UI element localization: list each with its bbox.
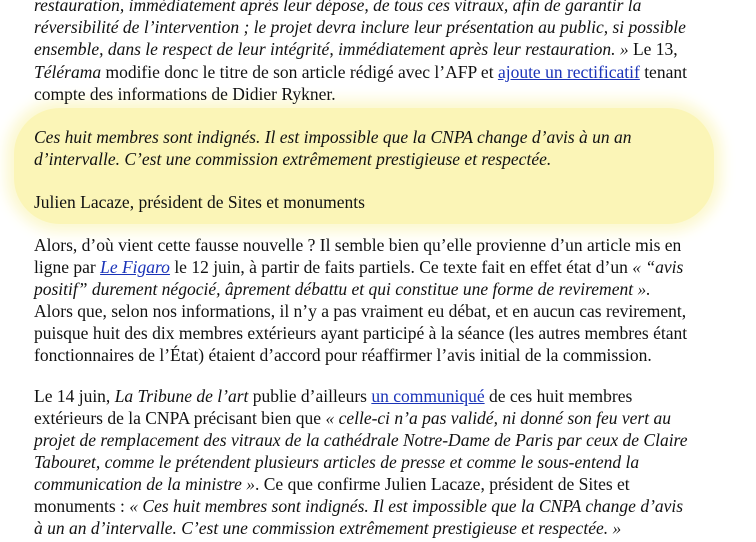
body-text: Alors que, selon nos informations, il n’y a pas vraiment eu débat, et en aucun cas revirement,: [34, 301, 687, 321]
quote-text: « “avis: [632, 257, 684, 277]
body-text: ligne par: [34, 257, 101, 277]
quote-text: restauration, immédiatement après leur dépose, de tous ces vitraux, afin de garantir la: [34, 0, 642, 15]
paragraph-3-line-5: [34, 473, 630, 495]
pull-quote-text: d’intervalle. C’est une commission extrêmement prestigieuse et respectée.: [34, 149, 552, 169]
body-text: Alors, d’où vient cette fausse nouvelle ? Il semble bien qu’elle provienne d’un article mis en: [34, 235, 682, 255]
paragraph-2-line-5: [34, 322, 687, 344]
pull-quote-text: Ces huit membres sont indignés. Il est impossible que la CNPA change d’avis à un an: [34, 127, 632, 147]
quote-text: à un an d’intervalle. C’est une commission extrêmement prestigieuse et respectée. »: [34, 518, 622, 538]
body-text: de ces huit membres: [484, 386, 633, 406]
paragraph-2-line-4: [34, 300, 686, 322]
paragraph-2-line-2: [34, 256, 683, 278]
body-text: Le 13,: [628, 39, 678, 59]
quote-text: positif” durement négocié, âprement débattu et qui constitue une forme de revirement ».: [34, 279, 651, 299]
body-text: publie d’ailleurs: [248, 386, 372, 406]
pull-quote-author: Julien Lacaze, président de Sites et monuments: [34, 192, 365, 212]
paragraph-2-line-1: [34, 234, 681, 256]
paragraph-3-line-1: [34, 385, 632, 407]
pull-quote-line-1: [34, 126, 632, 148]
quote-text: « Ces huit membres sont indignés. Il est impossible que la CNPA change d’avis: [129, 496, 684, 516]
body-text: compte des informations de Didier Rykner.: [34, 84, 336, 104]
paragraph-2-line-3: [34, 278, 651, 300]
body-text: extérieurs de la CNPA précisant bien que: [34, 408, 326, 428]
publication-name: Télérama: [34, 62, 102, 82]
paragraph-2-line-6: [34, 344, 652, 366]
quote-text: réversibilité de l’intervention ; le projet devra inclure leur présentation au public, si possible: [34, 17, 686, 37]
body-text: puisque huit des dix membres extérieurs ayant participé à la séance (les autres membres étant: [34, 323, 688, 343]
le-figaro-link[interactable]: Le Figaro: [100, 257, 170, 277]
quote-text: Tabouret, comme le prétendent plusieurs articles de presse et comme le sous-entend la: [34, 452, 640, 472]
body-text: fonctionnaires de l’État) étaient d’accord pour réaffirmer l’avis initial de la commission.: [34, 345, 652, 365]
quote-text: communication de la ministre »: [34, 474, 255, 494]
body-text: monuments :: [34, 496, 130, 516]
paragraph-1-line-5: [34, 83, 336, 105]
publication-name: La Tribune de l’art: [114, 386, 249, 406]
paragraph-3-line-2: [34, 407, 671, 429]
paragraph-1-line-4: [34, 61, 687, 83]
body-text: tenant: [639, 62, 687, 82]
pull-quote-attribution: [34, 191, 365, 213]
body-text: le 12 juin, à partir de faits partiels. Ce texte fait en effet état d’un: [169, 257, 633, 277]
paragraph-3-line-4: [34, 451, 639, 473]
communique-link[interactable]: un communiqué: [371, 386, 485, 406]
paragraph-1-line-1: [34, 0, 641, 16]
body-text: Le 14 juin,: [34, 386, 115, 406]
rectificatif-link[interactable]: ajoute un rectificatif: [497, 62, 640, 82]
quote-text: ensemble, dans le respect de leur intégrité, immédiatement après leur restauration. »: [34, 39, 629, 59]
pull-quote-line-2: [34, 148, 551, 170]
body-text: modifie donc le titre de son article rédigé avec l’AFP et: [101, 62, 498, 82]
body-text: . Ce que confirme Julien Lacaze, président de Sites et: [255, 474, 630, 494]
paragraph-3-line-7: [34, 517, 621, 539]
paragraph-3-line-3: [34, 429, 688, 451]
paragraph-3-line-6: [34, 495, 683, 517]
paragraph-1-line-2: [34, 16, 686, 38]
quote-text: « celle-ci n’a pas validé, ni donné son feu vert au: [325, 408, 671, 428]
quote-text: projet de remplacement des vitraux de la cathédrale Notre-Dame de Paris par ceux de Claire: [34, 430, 688, 450]
paragraph-1-line-3: [34, 38, 678, 60]
